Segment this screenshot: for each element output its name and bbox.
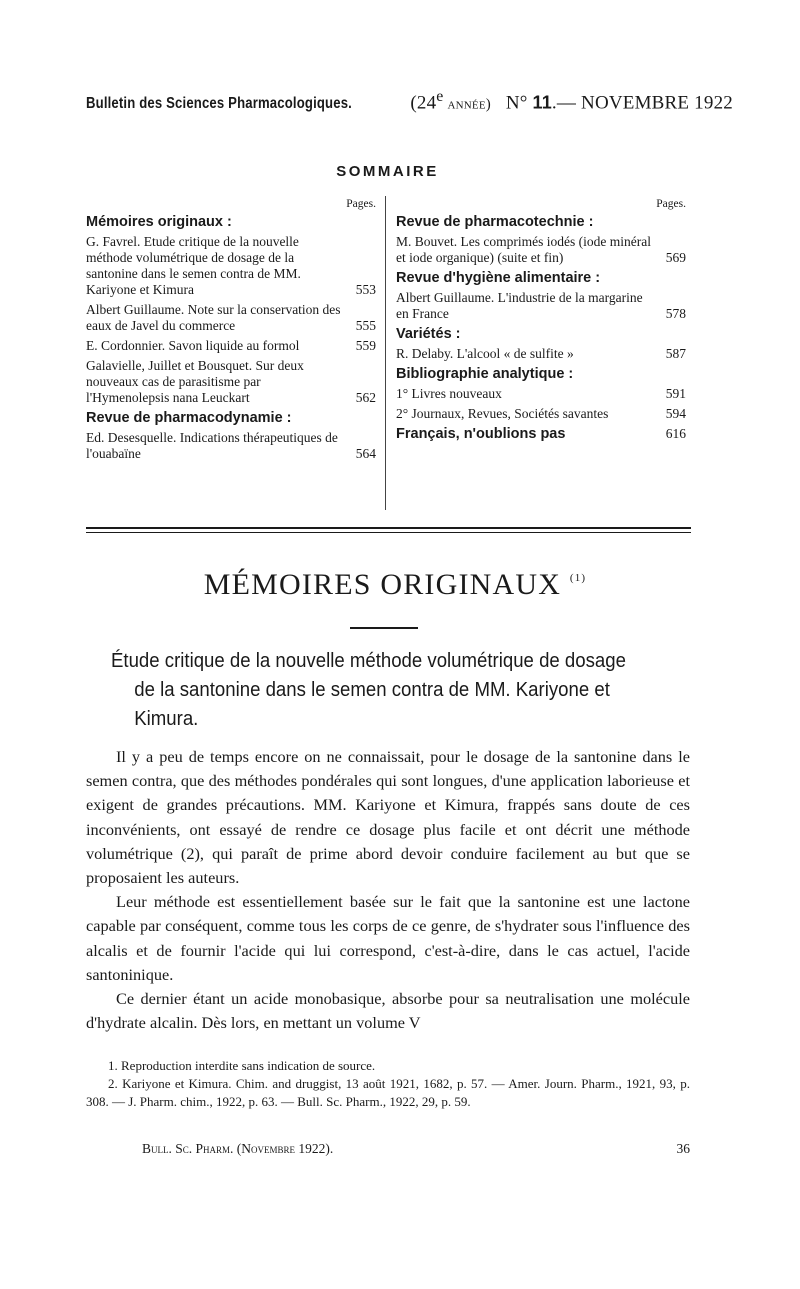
sommaire-title: SOMMAIRE	[336, 163, 439, 180]
footnote: 2. Kariyone et Kimura. Chim. and druggist, 13 août 1921, 1682, p. 57. — Amer. Journ. Pharm., 1921, 93, p. 308. — J. Pharm. chim., 1922, p. 63. — Bull. Sc. Pharm., 1922, 29, p. 59.	[86, 1076, 690, 1109]
toc-entry: G. Favrel. Etude critique de la nouvelle méthode volumétrique de dosage de la santonine dans le semen contra de MM. Kariyone et Kimura 553	[86, 234, 376, 297]
toc-entry: Ed. Desesquelle. Indications thérapeutiques de l'ouabaïne 564	[86, 430, 376, 461]
page-number: 36	[676, 1141, 690, 1156]
running-header	[86, 88, 733, 114]
section-heading: MÉMOIRES ORIGINAUX $^{(1)}$	[203, 568, 587, 601]
footnote-ref: (1)	[569, 572, 587, 584]
paragraph: Leur méthode est essentiellement basée sur le fait que la santonine est une lactone capable par conséquent, comme tous les corps de ce genre, de s'hydrater sous l'influence des alcalis et de fournir l'acide qui lui correspond, c'est-à-dire, dans le cas actuel, l'acide santoninique.	[86, 892, 690, 984]
toc-entry: Albert Guillaume. Note sur la conservation des eaux de Javel du commerce 555	[86, 302, 376, 333]
toc-section: Variétés :	[396, 326, 461, 342]
article-body	[86, 745, 690, 1035]
divider-thick	[86, 527, 691, 529]
toc-section: Mémoires originaux :	[86, 214, 232, 230]
toc-section: Revue de pharmacotechnie :	[396, 214, 594, 230]
article-title: Étude critique de la nouvelle méthode volumétrique de dosage de la santonine dans le semen contra de MM. Kariyone et Kimura.	[111, 650, 626, 730]
toc-entry: Galavielle, Juillet et Bousquet. Sur deux nouveaux cas de parasitisme par l'Hymenolepsis nana Leuckart 562	[86, 358, 376, 405]
footnote: 1. Reproduction interdite sans indication de source.	[108, 1058, 376, 1073]
toc-section: Revue d'hygiène alimentaire :	[396, 270, 601, 286]
paragraph: Ce dernier étant un acide monobasique, absorbe pour sa neutralisation une molécule d'hydrate alcalin. Dès lors, en mettant un volume V	[86, 989, 690, 1033]
heading-rule	[350, 627, 418, 629]
toc-entry: M. Bouvet. Les comprimés iodés (iode minéral et iode organique) (suite et fin) 569	[396, 234, 686, 265]
toc-entry: 2° Journaux, Revues, Sociétés savantes 594	[396, 406, 686, 421]
toc-entry: 1° Livres nouveaux 591	[396, 386, 686, 401]
toc-section: Revue de pharmacodynamie :	[86, 410, 292, 426]
toc-entry: R. Delaby. L'alcool « de sulfite » 587	[396, 346, 686, 361]
issue-info: (24e année) N° 11.— NOVEMBRE 1922	[410, 88, 733, 114]
column-divider	[385, 196, 386, 510]
page-footer	[142, 1141, 690, 1157]
paragraph: Il y a peu de temps encore on ne connaissait, pour le dosage de la santonine dans le semen contra, que des méthodes pondérales qui sont longues, d'une application laborieuse et exigent de grandes précautions. MM. Kariyone et Kimura, frappés sans doute de ces inconvénients, ont essayé de rendre ce dosage plus facile et ont décrit une méthode volumétrique (2), qui paraît de prime abord devoir conduire facilement au but que se proposaient les auteurs.	[86, 747, 690, 888]
toc-left-column	[86, 196, 376, 466]
issue-number: 11	[532, 92, 552, 113]
toc-entry: E. Cordonnier. Savon liquide au formol 559	[86, 338, 376, 353]
pages-label: Pages.	[346, 198, 376, 210]
toc-entry: Albert Guillaume. L'industrie de la margarine en France 578	[396, 290, 686, 321]
footer-source: Bull. Sc. Pharm. (Novembre 1922).	[142, 1141, 334, 1156]
journal-title: Bulletin des Sciences Pharmacologiques.	[86, 95, 352, 113]
pages-label: Pages.	[656, 198, 686, 210]
divider-thin	[86, 532, 691, 533]
toc-right-column	[396, 196, 686, 446]
toc-section: Bibliographie analytique :	[396, 366, 574, 382]
footnotes	[86, 1057, 690, 1111]
toc-entry-bold: Français, n'oublions pas 616	[396, 426, 686, 442]
